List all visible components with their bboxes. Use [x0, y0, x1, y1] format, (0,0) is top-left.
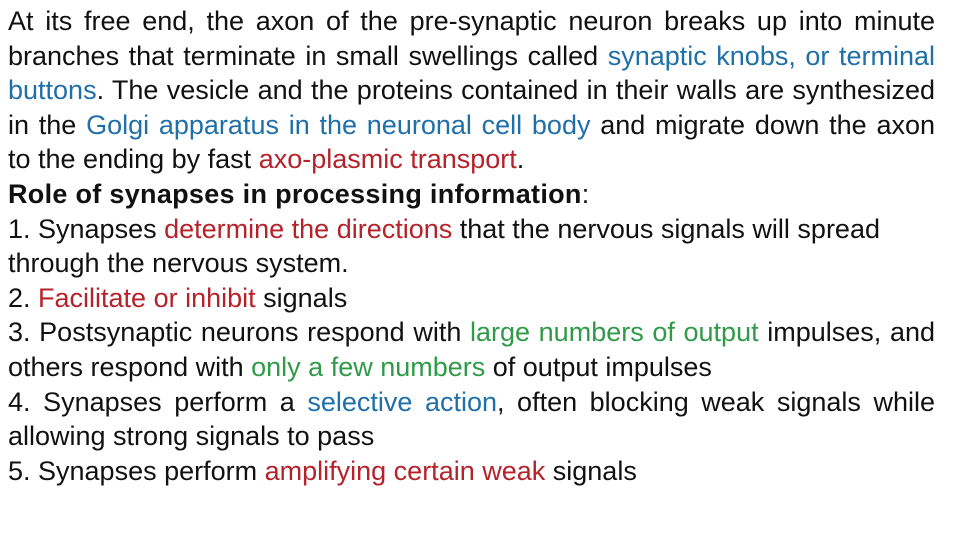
point-3-text-a: 3. Postsynaptic neurons respond with	[8, 317, 470, 348]
point-4-highlight: selective action	[307, 386, 497, 417]
point-2	[8, 281, 935, 316]
point-1-highlight: determine the directions	[164, 213, 453, 244]
point-2-highlight: Facilitate or inhibit	[38, 282, 256, 313]
point-3-text-c: impulses, and others respond with	[8, 317, 935, 382]
intro-text-2: . The vesicle and the proteins contained in their walls are synthesized in the	[8, 75, 935, 140]
point-2-text-c: signals	[255, 282, 348, 313]
point-4-text-a: 4. Synapses perform a	[8, 386, 308, 417]
point-3-highlight-1: large numbers of output	[469, 317, 759, 348]
point-1-text-a: 1. Synapses	[8, 213, 165, 244]
highlight-synaptic-knobs: synaptic knobs, or terminal buttons	[8, 40, 936, 106]
point-1	[8, 212, 935, 281]
intro-text-3: and migrate down the axon to the ending by fast	[8, 109, 935, 175]
section-heading-colon: :	[581, 178, 590, 209]
intro-text-4: .	[516, 144, 525, 175]
point-4-text-c: , often blocking weak signals while allowing strong signals to pass	[8, 386, 935, 452]
point-2-text-a: 2.	[8, 282, 39, 313]
section-heading-text: Role of synapses in processing information	[8, 178, 582, 209]
point-1-text-c: that the nervous signals will spread through the nervous system.	[8, 213, 880, 279]
highlight-axoplasmic-transport: axo-plasmic transport	[258, 144, 517, 175]
highlight-golgi-apparatus: Golgi apparatus in the neuronal cell body	[86, 109, 591, 140]
intro-text-1: At its free end, the axon of the pre-synaptic neuron breaks up into minute branches that terminate in small swellings called	[8, 6, 935, 71]
point-4	[8, 385, 935, 454]
intro-paragraph	[8, 4, 935, 177]
point-5	[8, 454, 935, 489]
slide-text-body	[8, 4, 935, 488]
section-heading	[8, 177, 935, 212]
point-3-text-e: of output impulses	[485, 351, 712, 382]
point-3	[8, 315, 935, 384]
point-5-text-a: 5. Synapses perform	[8, 455, 265, 486]
point-5-text-c: signals	[545, 455, 637, 486]
point-5-highlight: amplifying certain weak	[264, 455, 546, 486]
point-3-highlight-2: only a few numbers	[251, 351, 486, 382]
